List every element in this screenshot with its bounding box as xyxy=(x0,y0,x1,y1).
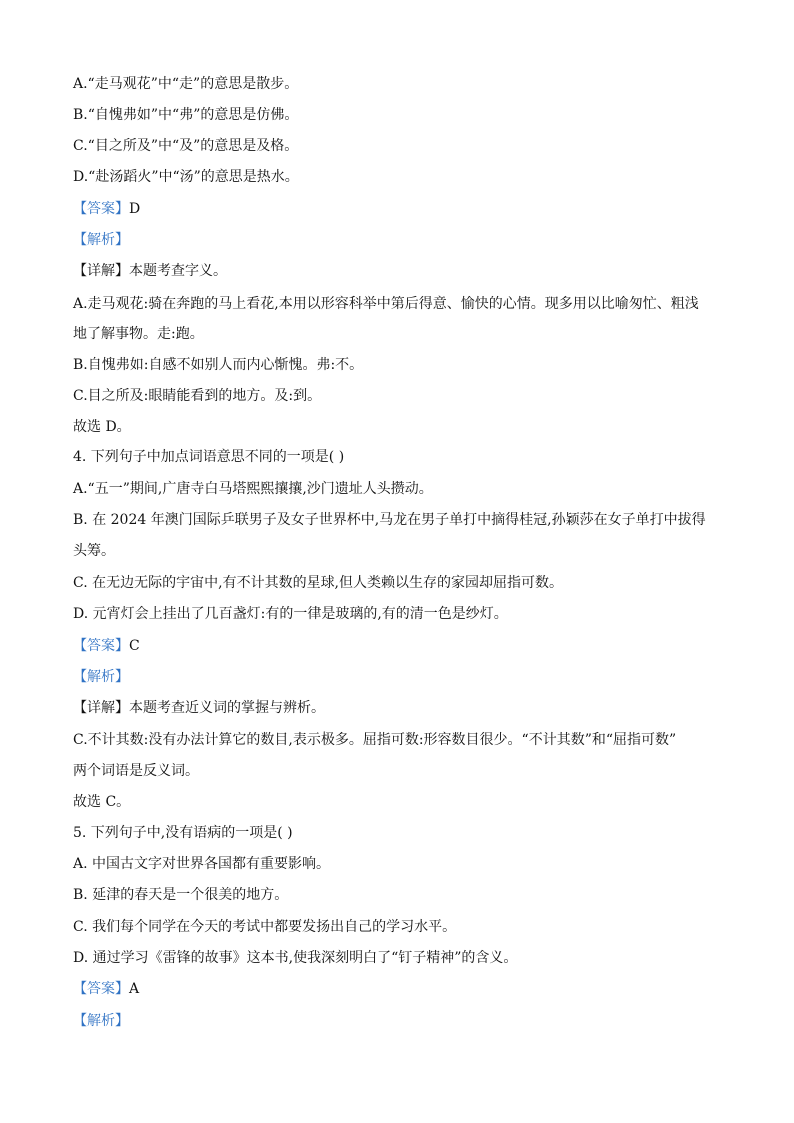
question-5-option-d: D. 通过学习《雷锋的故事》这本书,使我深刻明白了“钉子精神”的含义。 xyxy=(73,950,518,966)
conclusion-line-4: 故选 C。 xyxy=(73,794,131,810)
answer-value: A xyxy=(129,981,140,997)
detail-line: 【详解】本题考查字义。 xyxy=(73,263,227,279)
question-5-option-c: C. 我们每个同学在今天的考试中都要发扬出自己的学习水平。 xyxy=(73,919,457,935)
question-4-line: 4. 下列句子中加点词语意思不同的一项是( ) xyxy=(73,449,345,465)
question-5-line: 5. 下列句子中,没有语病的一项是( ) xyxy=(73,825,293,841)
question-4-option-a: A.“五一”期间,广唐寺白马塔熙熙攘攘,沙门遗址人头攒动。 xyxy=(73,481,433,497)
detail-line-4: 【详解】本题考查近义词的掌握与辨析。 xyxy=(73,700,325,716)
analysis-line xyxy=(73,230,734,250)
analysis-tag: 【解析】 xyxy=(73,1013,129,1029)
explanation-c-line: C.目之所及:眼睛能看到的地方。及:到。 xyxy=(73,388,322,404)
explanation-4-line1: C.不计其数:没有办法计算它的数目,表示极多。屈指可数:形容数目很少。“不计其数”和“屈指可数” xyxy=(73,732,677,748)
analysis-tag: 【解析】 xyxy=(73,232,129,248)
option-a-line: A.“走马观花”中“走”的意思是散步。 xyxy=(73,76,299,92)
question-4-option-b-line1: B. 在 2024 年澳门国际乒联男子及女子世界杯中,马龙在男子单打中摘得桂冠,孙颖莎在女子单打中拔得 xyxy=(73,512,706,528)
explanation-a-line1: A.走马观花:骑在奔跑的马上看花,本用以形容科举中第后得意、愉快的心情。现多用以比喻匆忙、粗浅 xyxy=(73,296,699,312)
answer-tag: 【答案】 xyxy=(73,981,129,997)
answer-tag: 【答案】 xyxy=(73,638,129,654)
explanation-a-line2: 地了解事物。走:跑。 xyxy=(73,326,204,342)
answer-line-5 xyxy=(73,979,734,999)
question-5-option-a: A. 中国古文字对世界各国都有重要影响。 xyxy=(73,856,331,872)
explanation-b-line: B.自愧弗如:自感不如别人而内心惭愧。弗:不。 xyxy=(73,357,364,373)
explanation-4-line2: 两个词语是反义词。 xyxy=(73,763,199,779)
option-b-line: B.“自愧弗如”中“弗”的意思是仿佛。 xyxy=(73,107,299,123)
option-d-line: D.“赴汤蹈火”中“汤”的意思是热水。 xyxy=(73,169,299,185)
question-4-option-d: D. 元宵灯会上挂出了几百盏灯:有的一律是玻璃的,有的清一色是纱灯。 xyxy=(73,606,508,622)
answer-tag: 【答案】 xyxy=(73,201,129,217)
answer-value: D xyxy=(129,201,141,217)
analysis-tag: 【解析】 xyxy=(73,669,129,685)
question-5-option-b: B. 延津的春天是一个很美的地方。 xyxy=(73,887,289,903)
answer-line-4 xyxy=(73,636,734,656)
analysis-line-4 xyxy=(73,667,734,687)
answer-value: C xyxy=(129,638,140,654)
question-4-option-c: C. 在无边无际的宇宙中,有不计其数的星球,但人类赖以生存的家园却屈指可数。 xyxy=(73,575,564,591)
answer-line xyxy=(73,199,734,219)
analysis-line-5 xyxy=(73,1011,734,1031)
option-c-line: C.“目之所及”中“及”的意思是及格。 xyxy=(73,138,299,154)
conclusion-line: 故选 D。 xyxy=(73,419,131,435)
question-4-option-b-line2: 头筹。 xyxy=(73,543,115,559)
